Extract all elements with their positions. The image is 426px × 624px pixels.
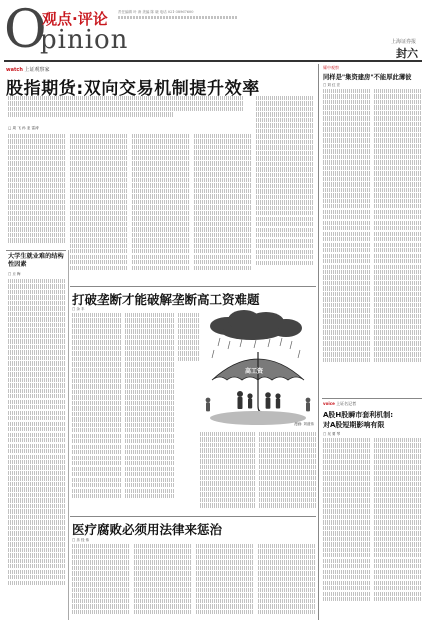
masthead-info-line-2 — [118, 16, 238, 19]
right-bottom-headline-line-2: 对A股短期影响有限 — [323, 421, 385, 429]
lead-headline: 股指期货:双向交易机制提升效率 — [6, 79, 260, 99]
masthead-paper-name: 上海证券报 — [390, 39, 416, 45]
middle-body-col-4 — [200, 432, 256, 514]
middle-body-col-1 — [72, 313, 122, 513]
left-column-separator — [6, 250, 66, 251]
right-top-body-col-1 — [323, 89, 371, 395]
left-column-byline: □ 丘 梅 — [8, 272, 21, 276]
lead-body-col-2 — [70, 134, 128, 282]
right-bottom-byline: □ 吴 要 琴 — [323, 432, 341, 436]
middle-byline: □ 余 丰 — [72, 307, 85, 311]
right-bottom-separator — [322, 398, 422, 399]
right-bottom-kicker-text: 上证名记者 — [336, 401, 357, 406]
masthead — [0, 0, 426, 64]
right-top-body-col-2 — [374, 89, 422, 395]
bottom-body-col-2 — [134, 544, 192, 620]
middle-body-col-3 — [178, 313, 200, 367]
right-bottom-headline-line-1: A股H股瞬市套利机制: — [323, 411, 394, 419]
bottom-body-col-4 — [258, 544, 316, 620]
lead-body-col-4 — [194, 134, 252, 282]
middle-body-col-5 — [259, 432, 316, 514]
lead-body-col-1 — [8, 134, 66, 247]
left-column-divider — [68, 250, 69, 620]
lead-body-col-3 — [132, 134, 190, 282]
right-bottom-body-col-1 — [323, 438, 371, 618]
right-column-divider — [318, 64, 319, 620]
masthead-title-en: pinion — [40, 25, 129, 55]
middle-separator — [70, 286, 316, 287]
bottom-byline: □ 乐 经 伟 — [72, 538, 90, 542]
masthead-big-letter: O — [4, 0, 47, 60]
cartoon — [200, 308, 316, 430]
bottom-headline: 医疗腐败必须用法律来惩治 — [72, 522, 223, 537]
left-column-headline: 大学生就业难的结构性因素 — [8, 253, 64, 268]
right-bottom-body-col-2 — [374, 438, 422, 618]
cartoon-credit: 漫画: 刘道伟 — [294, 422, 314, 426]
right-top-byline: □ 刘 红 宏 — [323, 83, 341, 87]
lead-body-col-5 — [256, 96, 314, 282]
lead-byline: □ 周 飞 孙 亚 雷涛 — [8, 126, 39, 130]
bottom-body-col-1 — [72, 544, 130, 620]
lead-intro — [8, 96, 244, 118]
bottom-body-col-3 — [196, 544, 254, 620]
cartoon-umbrella-label: 高工资 — [245, 368, 264, 375]
masthead-section: 封六 — [396, 47, 418, 60]
masthead-rule — [4, 60, 422, 62]
left-column-body — [8, 279, 66, 619]
masthead-title-cn: 观点·评论 — [42, 10, 108, 28]
right-top-kicker: 耀中观察 — [323, 65, 339, 70]
right-bottom-kicker: voice 上证名记者 — [323, 401, 357, 406]
middle-body-col-2 — [125, 313, 175, 513]
lead-kicker-text: 上证观察家 — [24, 67, 50, 73]
right-top-headline: 同样是"集资建房"不能厚此薄彼 — [323, 74, 412, 81]
masthead-info-line: 责任编辑 叶 涛 美编 陈 晓 电话 021-38967600 — [118, 10, 194, 14]
lead-kicker: watch 上证观察家 — [6, 67, 50, 73]
bottom-separator — [70, 516, 316, 517]
middle-headline: 打破垄断才能破解垄断高工资难题 — [72, 292, 260, 307]
